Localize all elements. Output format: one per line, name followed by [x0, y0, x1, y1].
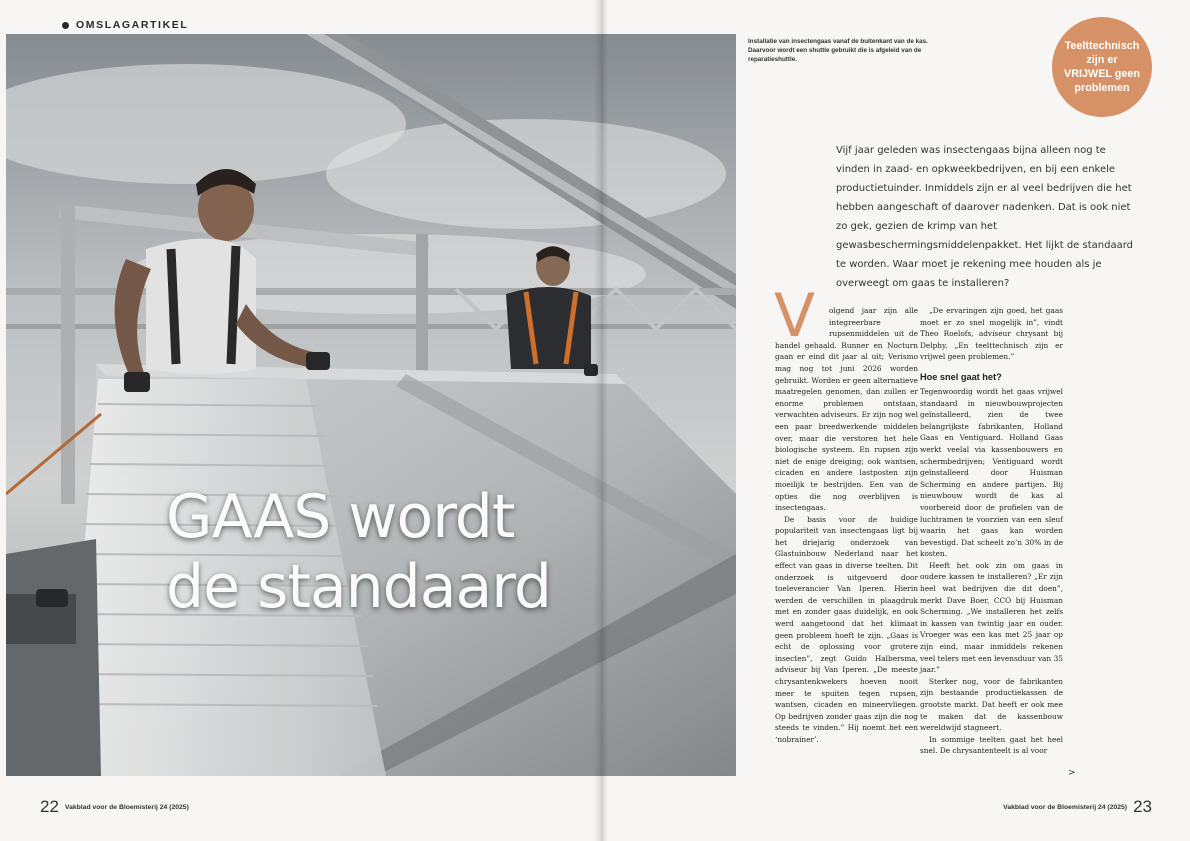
paragraph: Heeft het ook zin om gaas in oudere kassen te installeren? „Er zijn heel wat bedrijven die dit doen”, merkt Dave Boer, CCO bij Huisman Scherming. „We installeren het zelfs in kassen van twintig jaar en ouder. Vroeger was een kas met 25 jaar op zijn eind, maar inmiddels rekenen veel telers met een levensduur van 35 jaar.”: [920, 560, 1063, 675]
page-number-right: 23: [1133, 797, 1152, 816]
body-column-1: [774, 281, 918, 746]
intro-paragraph: Vijf jaar geleden was insectengaas bijna alleen nog te vinden in zaad- en opkweekbedrijven, en bij een enkele productietuinder. Inmiddels zijn er al veel bedrijven die het hebben aangeschaft of daarover nadenken. Dat is ook niet zo gek, gezien de krimp van het gewasbeschermingsmiddelenpakket. Het lijkt de standaard te worden. Waar moet je rekening mee houden als je overweegt om gaas te installeren?: [836, 145, 1133, 289]
article-title: [166, 482, 551, 622]
article-title-line-2: de standaard: [166, 552, 551, 622]
photo-caption: Installatie van insectengaas vanaf de buitenkant van de kas. Daarvoor wordt een shuttle gebruikt die is afgeleid van de reparatieshuttle.: [748, 38, 928, 63]
paragraph: „De ervaringen zijn goed, het gaas moet er zo snel mogelijk in”, vindt Theo Roelofs, adviseur chrysant bij Delphy. „En teelttechnisch zijn er vrijwel geen problemen.”: [920, 306, 1063, 362]
paragraph: Sterker nog, voor de fabrikanten zijn bestaande productiekassen de grootste markt. Dat heeft er ook mee te maken dat de kassenbouw wereldwijd stagneert.: [920, 676, 1063, 733]
greenhouse-illustration: [6, 34, 736, 776]
drop-cap: V: [774, 281, 816, 351]
quote-badge: [1052, 17, 1152, 117]
paragraph: Tegenwoordig wordt het gaas vrijwel standaard in nieuwbouwprojecten geïnstalleerd, zien de twee belangrijkste fabrikanten, Holland Gaas en Ventiguard. Holland Gaas werkt veelal via kassenbouwers en schermbedrijven; Ventiguard wordt geïnstalleerd door Huisman Scherming en andere partijen. Bij nieuwbouw wordt de kas al voorbereid door de profielen van de luchtramen te voorzien van een sleuf waarin het gaas kan worden bevestigd. Dat scheelt zo’n 30% in de kosten.: [920, 386, 1063, 559]
magazine-name-left: Vakblad voor de Bloemisterij 24 (2025): [64, 803, 189, 811]
subheading: Hoe snel gaat het?: [920, 371, 1002, 382]
body-column-2: [920, 305, 1063, 757]
bullet-icon: [62, 22, 69, 29]
footer-left: [40, 797, 189, 817]
continue-arrow-icon: >: [1068, 768, 1076, 778]
section-label-text: OMSLAGARTIKEL: [76, 19, 189, 31]
article-title-line-1: GAAS wordt: [166, 482, 515, 552]
paragraph: olgend jaar zijn alle integreerbare rupsenmiddelen uit de handel gehaald. Runner en Nocturn gaan er eind dit jaar al uit; Verismo mag nog tot juni 2026 worden gebruikt. Worden er geen alternatieve maatregelen genomen, dan zullen er enorme problemen ontstaan, verwachten adviseurs. Er zijn nog wel een paar breedwerkende middelen over, maar die verstoren het hele biologische systeem. En rupsen zijn niet de enige dreiging; ook wantsen, cicaden en andere lastposten zijn moeilijk te bestrijden. Een van de opties die nog overblijven is insectengaas.: [775, 306, 918, 513]
section-label: [62, 19, 188, 31]
footer-right: [1003, 797, 1152, 817]
magazine-name-right: Vakblad voor de Bloemisterij 24 (2025): [1003, 803, 1128, 811]
paragraph: In sommige teelten gaat het heel snel. De chrysantenteelt is al voor: [920, 734, 1063, 756]
page-number-left: 22: [40, 797, 59, 816]
paragraph: De basis voor de huidige populariteit van insectengaas ligt bij het driejarig onderzoek van Glastuinbouw Nederland naar het effect van gaas in diverse teelten. Dit onderzoek is uitgevoerd door toeleverancier Van Iperen. Hierin werden de verschillen in plaagdruk met en zonder gaas duidelijk, en ook werd aangetoond dat het klimaat geen probleem hoeft te zijn. „Gaas is echt de oplossing voor grotere insecten”, zegt Guido Halbersma, adviseur bij Van Iperen. „De meeste chrysantenkwekers hoeven nooit meer te spuiten tegen rupsen, wantsen, cicaden en mineervliegen. Op bedrijven zonder gaas zijn die nog steeds te vinden.” Hij noemt het een ‘nobrainer’.: [775, 514, 918, 744]
cover-photo: [6, 34, 736, 776]
page-fold: [594, 0, 608, 841]
quote-badge-text: Teelttechnisch zijn er VRIJWEL geen problemen: [1064, 40, 1140, 94]
